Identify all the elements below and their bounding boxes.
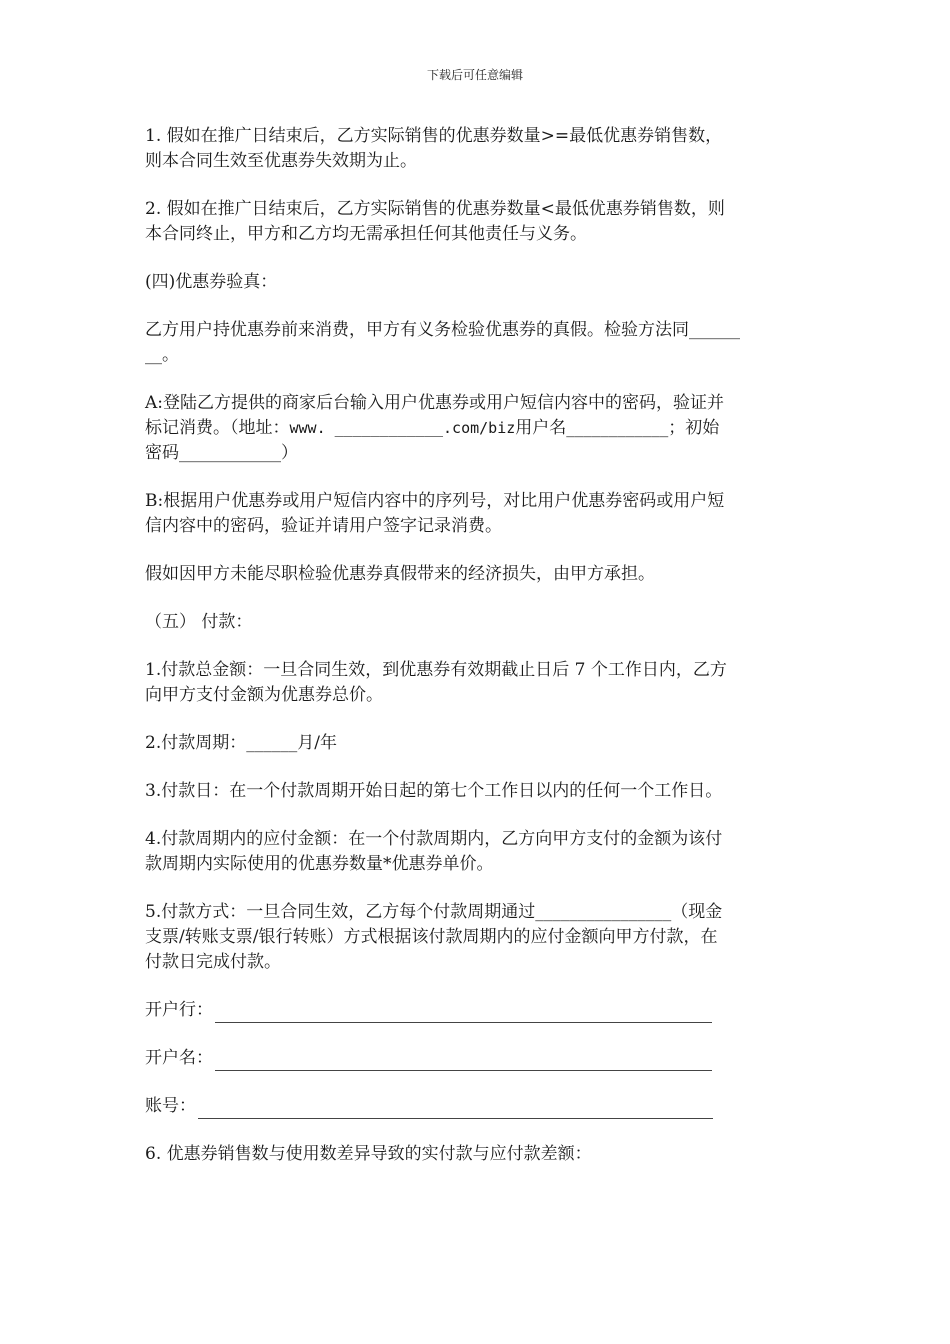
payment-5-line-2: 支票/转账支票/银行转账）方式根据该付款周期内的应付金额向甲方付款，在 [145,927,718,947]
clause-6: 6. 优惠券销售数与使用数差异导致的实付款与应付款差额： [145,1144,592,1164]
document-body [145,124,810,1167]
bank-blank-line [215,1002,712,1023]
method-a-address-label: 标记消费。（地址： [145,418,290,438]
payment-5 [145,900,810,975]
clause-2-line-2: 本合同终止，甲方和乙方均无需承担任何其他责任与义务。 [145,224,587,244]
method-b [145,489,810,539]
method-b-line-1: B:根据用户优惠券或用户短信内容中的序列号，对比用户优惠券密码或用户短 [145,491,725,511]
account-name-field [145,1046,810,1071]
account-number-field [145,1094,810,1119]
account-number-label: 账号： [145,1096,196,1116]
account-name-blank-line [215,1050,712,1071]
liability-clause: 假如因甲方未能尽职检验优惠券真假带来的经济损失，由甲方承担。 [145,564,655,584]
payment-5-line-1: 5.付款方式：一旦合同生效，乙方每个付款周期通过________________（现金 [145,902,723,922]
page-header: 下载后可任意编辑 [426,68,523,82]
payment-2: 2.付款周期：______月/年 [145,733,337,753]
payment-4 [145,827,810,877]
clause-1-line-1: 1. 假如在推广日结束后，乙方实际销售的优惠券数量>=最低优惠券销售数， [145,126,723,146]
clause-1-line-2: 则本合同生效至优惠券失效期为止。 [145,151,417,171]
payment-4-line-1: 4.付款周期内的应付金额：在一个付款周期内，乙方向甲方支付的金额为该付 [145,829,723,849]
payment-1 [145,658,810,708]
method-a-line-1: A:登陆乙方提供的商家后台输入用户优惠券或用户短信内容中的密码，验证并 [145,393,725,413]
verification-line-1: 乙方用户持优惠券前来消费，甲方有义务检验优惠券的真假。检验方法同______ [145,320,740,340]
method-a-line-3: 密码____________） [145,443,298,463]
account-number-blank-line [198,1098,713,1119]
clause-1 [145,124,810,174]
verification-line-2: __。 [145,345,179,365]
verification-method [145,318,810,368]
clause-2-line-1: 2. 假如在推广日结束后，乙方实际销售的优惠券数量<最低优惠券销售数，则 [145,199,725,219]
payment-4-line-2: 款周期内实际使用的优惠券数量*优惠券单价。 [145,854,494,874]
method-a-username: 用户名____________；初始 [515,418,720,438]
bank-label: 开户行： [145,1000,213,1020]
section-5-heading: （五） 付款： [145,612,253,632]
account-name-label: 开户名： [145,1048,213,1068]
section-4-heading: (四)优惠券验真： [145,272,278,292]
payment-5-line-3: 付款日完成付款。 [145,952,281,972]
payment-3: 3.付款日：在一个付款周期开始日起的第七个工作日以内的任何一个工作日。 [145,781,723,801]
bank-field [145,998,810,1023]
method-a-line-2 [145,416,810,441]
clause-2 [145,197,810,247]
method-b-line-2: 信内容中的密码，验证并请用户签字记录消费。 [145,516,502,536]
method-a-url: www. ____________.com/biz [289,419,516,437]
method-a [145,391,810,466]
payment-1-line-1: 1.付款总金额：一旦合同生效，到优惠券有效期截止日后 7 个工作日内，乙方 [145,660,727,680]
payment-1-line-2: 向甲方支付金额为优惠券总价。 [145,685,383,705]
